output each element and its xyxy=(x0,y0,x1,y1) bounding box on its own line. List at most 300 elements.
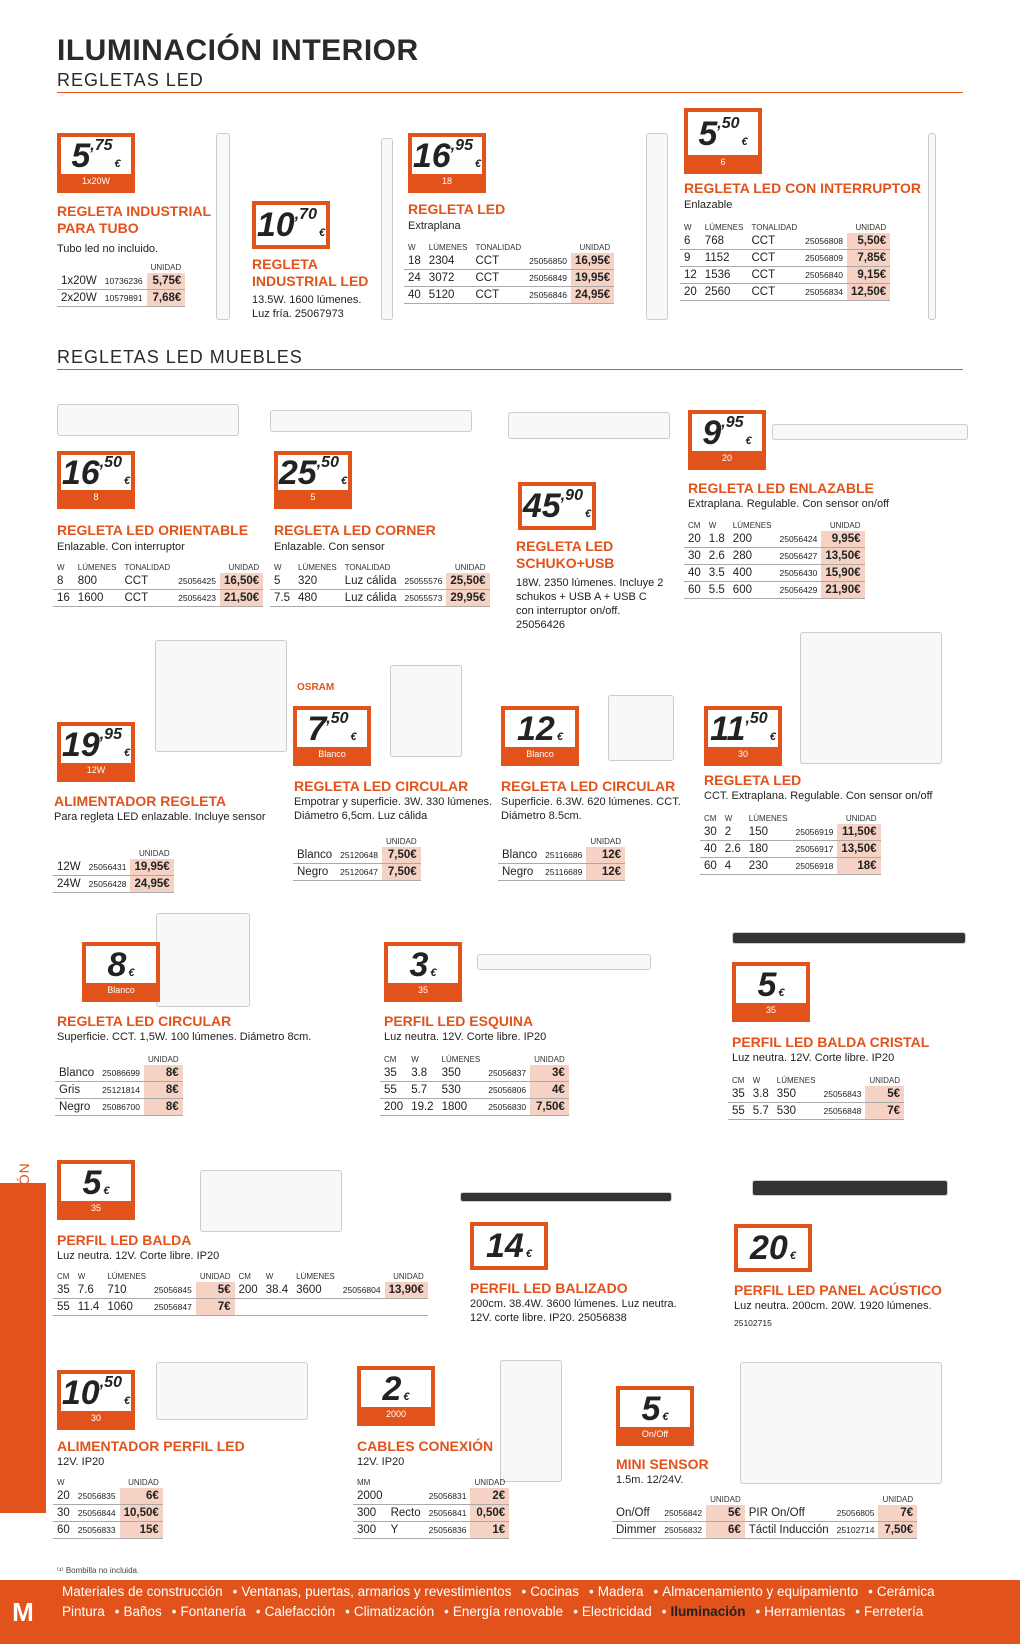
price-cell: 12€ xyxy=(586,847,625,864)
product-image xyxy=(508,412,670,439)
table-cell: 1800 xyxy=(438,1099,485,1116)
price-value xyxy=(412,137,482,174)
table-header xyxy=(53,1477,163,1488)
table-cell: 400 xyxy=(729,565,776,582)
table-cell: 5.7 xyxy=(749,1103,773,1120)
table-cell: 300 xyxy=(353,1505,387,1522)
reference-cell: 25056836 xyxy=(425,1522,471,1539)
price-cell: 11,50€ xyxy=(837,824,880,841)
column-header: TONALIDAD xyxy=(124,563,171,572)
table-row xyxy=(53,876,174,893)
price-cell: 8€ xyxy=(144,1082,183,1099)
column-header: LÚMENES xyxy=(428,243,468,252)
table-cell xyxy=(262,1299,292,1316)
price-tag-caption: 12W xyxy=(86,765,106,775)
price-cell: 5€ xyxy=(196,1282,235,1299)
table-row xyxy=(498,847,625,864)
footer-nav-link[interactable]: Calefacción xyxy=(264,1604,336,1619)
column-header xyxy=(775,520,821,531)
price-decimal: ,95 xyxy=(450,136,473,154)
product-image xyxy=(155,640,287,752)
price-cell: 7,50€ xyxy=(878,1522,917,1539)
reference-cell: 25055576 xyxy=(400,573,446,590)
product-image xyxy=(608,695,674,761)
price-integer: 16 xyxy=(412,136,451,175)
column-header xyxy=(98,1054,144,1065)
product-image xyxy=(200,1170,342,1232)
table-cell: 4 xyxy=(721,858,745,875)
product-description: Empotrar y superficie. 3W. 330 lúmenes. Diámetro 6,5cm. Luz cálida xyxy=(294,796,493,822)
column-header: CM xyxy=(384,1055,397,1064)
table-row xyxy=(53,1282,428,1299)
price-cell: 8€ xyxy=(144,1099,183,1116)
variant-table xyxy=(53,1271,428,1316)
product-image xyxy=(928,133,936,320)
column-header: UNIDAD xyxy=(454,563,486,572)
nav-separator: • xyxy=(171,1604,177,1619)
price-value xyxy=(522,486,592,526)
page-title: ILUMINACIÓN INTERIOR xyxy=(57,34,419,67)
table-header xyxy=(53,562,263,573)
price-tag xyxy=(357,1366,435,1426)
column-header: UNIDAD xyxy=(393,1272,424,1281)
reference-cell: 25056846 xyxy=(525,287,571,304)
price-decimal: ,90 xyxy=(560,487,583,504)
table-cell: 60 xyxy=(700,858,721,875)
product-title: MINI SENSOR xyxy=(616,1456,709,1472)
product-title: REGLETA LED ENLAZABLE xyxy=(688,480,874,496)
table-cell: 800 xyxy=(74,573,121,590)
price-cell: 2€ xyxy=(470,1488,509,1505)
variant-table xyxy=(680,222,890,301)
column-header: TONALIDAD xyxy=(475,243,522,252)
currency-symbol: € xyxy=(556,730,563,743)
product-image xyxy=(57,404,239,436)
price-tag-caption: 8 xyxy=(93,492,99,502)
column-header: W xyxy=(684,223,692,232)
product-description: Luz neutra. 12V. Corte libre. IP20 xyxy=(57,1250,220,1262)
price-tag xyxy=(293,706,371,766)
product-image xyxy=(772,424,968,440)
price-tag-caption: 6 xyxy=(720,157,726,167)
table-row xyxy=(380,1099,569,1116)
product-image xyxy=(460,1192,672,1202)
table-cell: 150 xyxy=(745,824,792,841)
table-row xyxy=(55,1099,183,1116)
currency-symbol: € xyxy=(123,746,131,759)
table-cell: Recto xyxy=(387,1505,425,1522)
reference-cell: 25056841 xyxy=(425,1505,471,1522)
table-cell: Blanco xyxy=(55,1065,98,1082)
product-title: ALIMENTADOR REGLETA xyxy=(54,793,227,809)
nav-separator: • xyxy=(444,1604,449,1619)
table-cell: 24 xyxy=(404,270,425,287)
table-cell: 40 xyxy=(684,565,705,582)
column-header: UNIDAD xyxy=(882,1495,914,1504)
price-tag-caption: 35 xyxy=(417,985,428,995)
table-cell: 30 xyxy=(53,1505,74,1522)
column-header xyxy=(74,1477,120,1488)
product-title: REGLETA LED CIRCULAR xyxy=(57,1013,232,1029)
product-description: 13.5W. 1600 lúmenes. Luz fría. 25067973 xyxy=(252,294,362,320)
footer-nav-link[interactable]: Energía renovable xyxy=(452,1604,564,1619)
column-header xyxy=(498,836,541,847)
product-description: Luz neutra. 12V. Corte libre. IP20 xyxy=(384,1031,547,1043)
footer-nav-link[interactable]: Materiales de construcción xyxy=(62,1584,223,1599)
column-header xyxy=(525,242,571,253)
footer-nav-link[interactable]: Cocinas xyxy=(530,1584,579,1599)
price-cell: 5,50€ xyxy=(847,233,890,250)
price-cell: 5€ xyxy=(865,1086,904,1103)
column-header: UNIDAD xyxy=(829,521,861,530)
reference-cell: 25102714 xyxy=(833,1522,879,1539)
product-title: REGLETA LED xyxy=(408,201,506,217)
product-reference: 25102715 xyxy=(734,1318,772,1328)
table-cell xyxy=(385,1299,428,1316)
price-cell: 29,95€ xyxy=(446,590,489,607)
variant-table xyxy=(353,1477,509,1539)
table-row xyxy=(498,864,625,881)
table-header xyxy=(270,562,490,573)
variant-table xyxy=(700,813,881,875)
table-cell: 55 xyxy=(53,1299,74,1316)
table-cell: 200 xyxy=(729,531,776,548)
column-header xyxy=(387,1477,425,1488)
table-cell: 3.8 xyxy=(749,1086,773,1103)
price-value xyxy=(278,455,348,490)
currency-symbol: € xyxy=(123,1394,131,1407)
price-cell: 24,95€ xyxy=(130,876,173,893)
price-tag xyxy=(688,410,766,470)
price-integer: 5 xyxy=(698,114,718,153)
table-header xyxy=(612,1494,917,1505)
footer-nav-link[interactable]: Electricidad xyxy=(581,1604,652,1619)
table-cell: 7.6 xyxy=(74,1282,104,1299)
currency-symbol: € xyxy=(318,227,326,239)
column-header: UNIDAD xyxy=(845,814,877,823)
column-header xyxy=(612,1494,660,1505)
price-tag xyxy=(57,133,135,193)
table-row xyxy=(380,1065,569,1082)
table-cell: 300 xyxy=(353,1522,387,1539)
column-header: W xyxy=(724,814,733,823)
table-cell: Blanco xyxy=(293,847,336,864)
table-cell: Dimmer xyxy=(612,1522,660,1539)
footer-nav-link[interactable]: Pintura xyxy=(62,1604,105,1619)
table-row xyxy=(53,590,263,607)
column-header: MM xyxy=(357,1478,371,1487)
reference-cell: 25056845 xyxy=(150,1282,196,1299)
column-header xyxy=(801,222,847,233)
reference-cell: 25056835 xyxy=(74,1488,120,1505)
table-cell: Negro xyxy=(293,864,336,881)
nav-separator: • xyxy=(345,1604,350,1619)
variant-table xyxy=(612,1494,917,1539)
section-title-regletas-led: REGLETAS LED xyxy=(57,70,204,90)
table-cell: 2000 xyxy=(353,1488,387,1505)
column-header: W xyxy=(708,521,717,530)
nav-separator: • xyxy=(855,1604,860,1619)
footer-nav-link[interactable]: Ferretería xyxy=(863,1604,924,1619)
column-header: CM xyxy=(688,521,701,530)
price-tag xyxy=(57,1160,135,1220)
price-cell: 0,50€ xyxy=(470,1505,509,1522)
nav-separator: • xyxy=(114,1604,120,1619)
table-cell xyxy=(292,1299,339,1316)
price-tag xyxy=(732,962,810,1022)
table-cell: Táctil Inducción xyxy=(745,1522,833,1539)
price-cell: 13,50€ xyxy=(821,548,864,565)
table-header xyxy=(684,520,865,531)
product-image xyxy=(156,913,250,1007)
currency-symbol: € xyxy=(430,966,437,979)
table-cell: 2304 xyxy=(425,253,472,270)
product-description: CCT. Extraplana. Regulable. Con sensor on/off xyxy=(704,790,933,802)
table-cell: 1060 xyxy=(103,1299,150,1316)
price-cell: 12€ xyxy=(586,864,625,881)
product-image xyxy=(390,665,462,757)
table-cell: 1600 xyxy=(74,590,121,607)
table-cell: Negro xyxy=(498,864,541,881)
product-title: PERFIL LED PANEL ACÚSTICO xyxy=(734,1282,942,1298)
currency-symbol: € xyxy=(789,1250,796,1262)
footer-nav-link[interactable]: Iluminación xyxy=(670,1604,746,1619)
product-description: Enlazable. Con interruptor xyxy=(57,541,185,553)
variant-table xyxy=(53,848,174,893)
table-cell: 530 xyxy=(438,1082,485,1099)
divider xyxy=(57,92,963,93)
price-tag-caption: 1x20W xyxy=(81,176,110,186)
footer-nav-link[interactable]: Climatización xyxy=(353,1604,435,1619)
currency-symbol: € xyxy=(525,1248,532,1260)
price-decimal: ,50 xyxy=(99,453,122,471)
table-cell xyxy=(339,1299,385,1316)
table-cell: 180 xyxy=(745,841,792,858)
variant-table xyxy=(270,562,490,607)
table-row xyxy=(53,1522,163,1539)
currency-symbol: € xyxy=(778,986,785,999)
table-row xyxy=(55,1065,183,1082)
footer-nav-link[interactable]: Herramientas xyxy=(764,1604,846,1619)
price-value xyxy=(61,726,131,763)
price-value xyxy=(620,1390,690,1427)
currency-symbol: € xyxy=(662,1410,669,1423)
price-cell: 3€ xyxy=(530,1065,569,1082)
table-cell xyxy=(387,1488,425,1505)
column-header: UNIDAD xyxy=(590,837,622,846)
column-header: W xyxy=(77,1272,86,1281)
currency-symbol: € xyxy=(741,135,748,148)
price-cell: 15€ xyxy=(120,1522,163,1539)
price-cell: 25,50€ xyxy=(446,573,489,590)
table-cell: 60 xyxy=(53,1522,74,1539)
category-sidebar-label: ILUMINACIÓN xyxy=(16,1162,32,1265)
price-cell: 7€ xyxy=(878,1505,917,1522)
price-integer: 20 xyxy=(750,1229,788,1267)
table-cell: 8 xyxy=(53,573,74,590)
price-value xyxy=(297,710,367,747)
product-description: 200cm. 38.4W. 3600 lúmenes. Luz neutra. 12V. corte libre. IP20. 25056838 xyxy=(470,1298,677,1324)
price-value xyxy=(61,1374,131,1411)
table-row xyxy=(684,582,865,599)
table-row xyxy=(680,250,890,267)
price-value xyxy=(388,946,458,983)
reference-cell: 25056424 xyxy=(775,531,821,548)
column-header: LÚMENES xyxy=(732,521,772,530)
footer-nav-link[interactable]: Madera xyxy=(597,1584,644,1599)
column-header: LÚMENES xyxy=(748,814,788,823)
footer-nav-link[interactable]: Fontanería xyxy=(180,1604,246,1619)
price-cell: 19,95€ xyxy=(130,859,173,876)
table-cell: 40 xyxy=(700,841,721,858)
price-cell: 5,75€ xyxy=(147,273,186,290)
column-header: CM xyxy=(704,814,717,823)
table-cell: CCT xyxy=(471,270,525,287)
price-cell: 18€ xyxy=(837,858,880,875)
price-cell: 13,90€ xyxy=(385,1282,428,1299)
variant-table xyxy=(53,562,263,607)
nav-separator: • xyxy=(661,1604,667,1619)
table-row xyxy=(404,287,614,304)
column-header xyxy=(400,562,446,573)
table-row xyxy=(680,233,890,250)
column-header xyxy=(150,1271,196,1282)
price-tag-caption: 35 xyxy=(765,1005,776,1015)
product-image xyxy=(270,410,472,432)
column-header: W xyxy=(411,1055,419,1064)
column-header xyxy=(101,262,147,273)
table-cell: 16 xyxy=(53,590,74,607)
footer-nav-link[interactable]: Cerámica xyxy=(876,1584,935,1599)
product-description: 18W. 2350 lúmenes. Incluye 2 schukos + USB A + USB C con interruptor on/off. 25056426 xyxy=(516,577,664,631)
table-cell: 2560 xyxy=(701,284,748,301)
reference-cell: 25056429 xyxy=(775,582,821,599)
price-tag xyxy=(704,706,782,766)
reference-cell: 25056425 xyxy=(174,573,220,590)
table-row xyxy=(293,847,421,864)
price-tag-caption: 30 xyxy=(737,749,748,759)
product-description: Enlazable xyxy=(684,199,733,211)
brand-logo[interactable]: M xyxy=(12,1596,34,1627)
column-header: W xyxy=(57,563,65,572)
reference-cell: 25056427 xyxy=(775,548,821,565)
column-header xyxy=(339,1271,385,1282)
reference-cell: 25056831 xyxy=(425,1488,471,1505)
price-tag xyxy=(252,201,330,249)
price-value xyxy=(738,1228,808,1268)
table-header xyxy=(498,836,625,847)
table-cell: 18 xyxy=(404,253,425,270)
column-header: LÚMENES xyxy=(296,1272,335,1281)
table-cell: Blanco xyxy=(498,847,541,864)
table-row xyxy=(404,253,614,270)
column-header: W xyxy=(265,1272,274,1281)
table-cell: 30 xyxy=(684,548,705,565)
column-header xyxy=(819,1075,865,1086)
product-image xyxy=(752,1180,948,1196)
product-description: Extraplana. Regulable. Con sensor on/off xyxy=(688,498,889,510)
column-header: LÚMENES xyxy=(77,563,117,572)
price-cell: 13,50€ xyxy=(837,841,880,858)
variant-table xyxy=(498,836,625,881)
price-cell: 9,15€ xyxy=(847,267,890,284)
table-row xyxy=(270,590,490,607)
price-integer: 8 xyxy=(107,945,127,984)
table-cell: 480 xyxy=(294,590,341,607)
table-cell: 9 xyxy=(680,250,701,267)
column-header: W xyxy=(752,1076,761,1085)
table-cell: 40 xyxy=(404,287,425,304)
table-cell: 1x20W xyxy=(57,273,101,290)
table-cell: CCT xyxy=(747,250,801,267)
reference-cell: 25056833 xyxy=(74,1522,120,1539)
table-cell: 35 xyxy=(728,1086,749,1103)
price-value xyxy=(86,946,156,983)
price-cell: 21,50€ xyxy=(220,590,263,607)
column-header: LÚMENES xyxy=(107,1272,147,1281)
table-row xyxy=(684,548,865,565)
reference-cell: 25056809 xyxy=(801,250,847,267)
table-row xyxy=(612,1522,917,1539)
price-cell: 9,95€ xyxy=(821,531,864,548)
table-header xyxy=(293,836,421,847)
table-cell: 530 xyxy=(773,1103,820,1120)
price-cell: 7,85€ xyxy=(847,250,890,267)
price-decimal: ,70 xyxy=(294,206,317,223)
nav-separator: • xyxy=(653,1584,659,1599)
table-cell: 55 xyxy=(728,1103,749,1120)
footer-nav-link[interactable]: Almacenamiento y equipamiento xyxy=(662,1584,859,1599)
table-row xyxy=(53,1488,163,1505)
footer-nav-link[interactable]: Baños xyxy=(123,1604,162,1619)
currency-symbol: € xyxy=(474,157,482,170)
column-header: UNIDAD xyxy=(128,1478,159,1487)
price-tag xyxy=(82,942,160,1002)
table-row xyxy=(404,270,614,287)
table-cell: 350 xyxy=(438,1065,485,1082)
currency-symbol: € xyxy=(103,1184,110,1197)
currency-symbol: € xyxy=(114,157,121,170)
column-header xyxy=(791,813,837,824)
table-cell: 24W xyxy=(53,876,85,893)
reference-cell: 25056850 xyxy=(525,253,571,270)
price-decimal: ,50 xyxy=(745,709,768,727)
price-tag xyxy=(57,1370,135,1430)
reference-cell: 25056847 xyxy=(150,1299,196,1316)
price-cell: 7,50€ xyxy=(530,1099,569,1116)
price-tag xyxy=(501,706,579,766)
price-value xyxy=(61,455,131,490)
currency-symbol: € xyxy=(123,474,131,487)
table-cell: Y xyxy=(387,1522,425,1539)
price-value xyxy=(688,112,758,155)
reference-cell: 10579891 xyxy=(101,290,147,307)
price-integer: 11 xyxy=(710,709,746,748)
price-value xyxy=(708,710,778,747)
nav-separator: • xyxy=(232,1584,238,1599)
variant-table xyxy=(404,242,614,304)
table-row xyxy=(53,1505,163,1522)
footer-nav-link[interactable]: Ventanas, puertas, armarios y revestimientos xyxy=(241,1584,512,1599)
table-header xyxy=(680,222,890,233)
column-header xyxy=(336,836,382,847)
price-value xyxy=(61,1164,131,1201)
column-header: UNIDAD xyxy=(855,223,887,232)
reference-cell: 25056849 xyxy=(525,270,571,287)
table-cell: 7.5 xyxy=(270,590,294,607)
column-header xyxy=(174,562,220,573)
reference-cell: 25056834 xyxy=(801,284,847,301)
